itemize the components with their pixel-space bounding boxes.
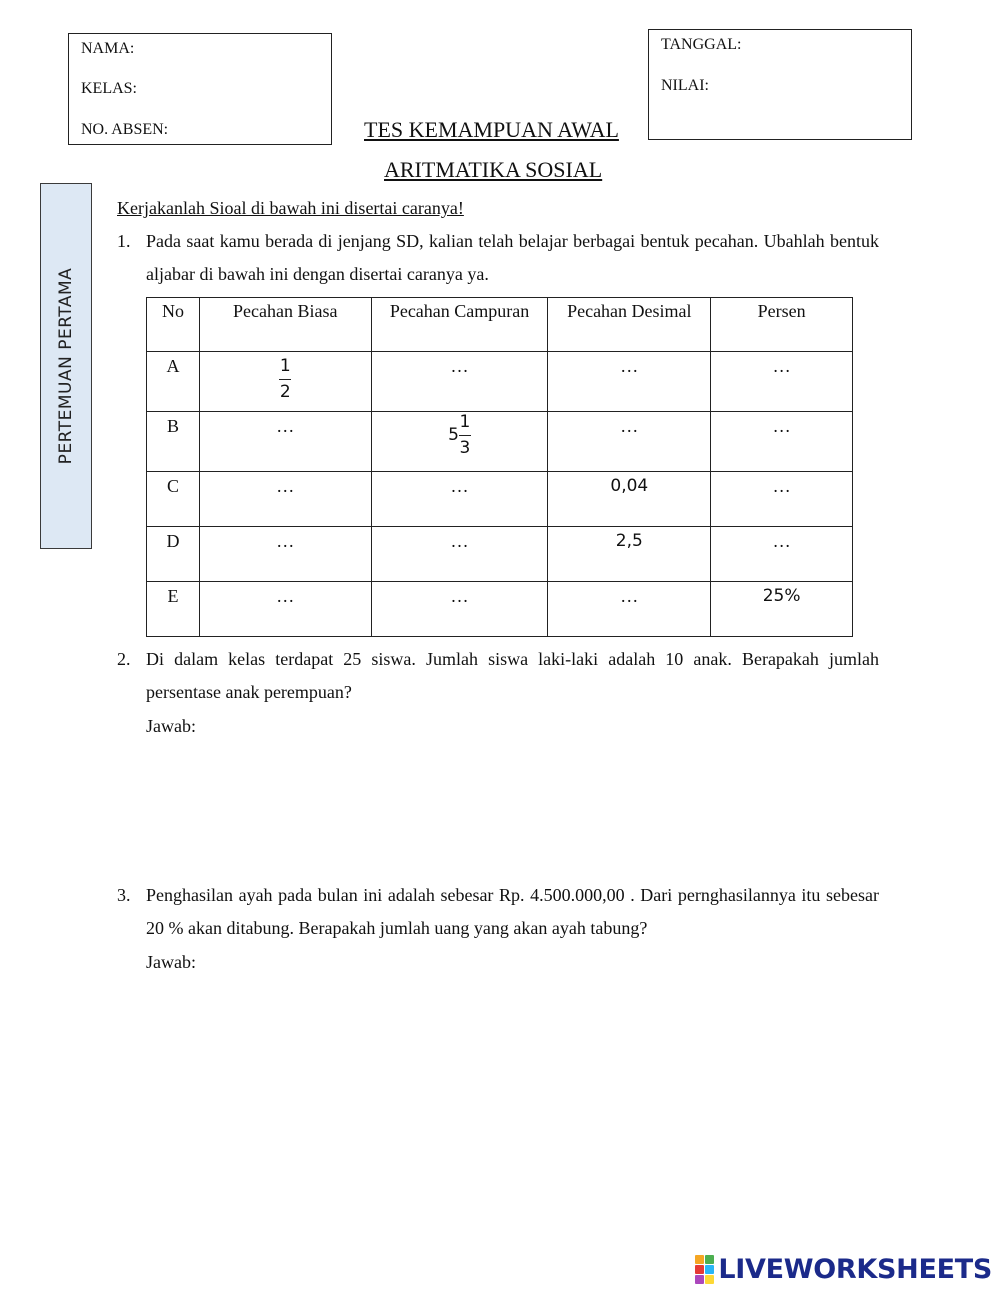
answer-cell[interactable]: … bbox=[548, 582, 711, 637]
given-value-cell: 2,5 bbox=[548, 527, 711, 582]
header-pecahan-desimal: Pecahan Desimal bbox=[548, 298, 711, 352]
table-row bbox=[147, 352, 853, 412]
table-row bbox=[147, 582, 853, 637]
answer-cell[interactable]: … bbox=[371, 352, 548, 412]
answer-cell[interactable]: … bbox=[371, 527, 548, 582]
answer-cell[interactable]: … bbox=[711, 352, 853, 412]
question-1-number: 1. bbox=[117, 231, 131, 251]
answer-cell[interactable]: … bbox=[199, 412, 371, 472]
answer-cell[interactable]: … bbox=[711, 527, 853, 582]
mixed-fraction-cell bbox=[371, 412, 548, 472]
question-3-number: 3. bbox=[117, 885, 131, 905]
answer-cell[interactable]: … bbox=[548, 412, 711, 472]
row-label: A bbox=[147, 352, 200, 412]
score-info-box bbox=[648, 29, 912, 140]
table-header-row bbox=[147, 298, 853, 352]
fraction-bar bbox=[279, 379, 291, 380]
fraction-numerator: 1 bbox=[279, 356, 291, 376]
answer-cell[interactable]: … bbox=[711, 412, 853, 472]
fraction-bar bbox=[459, 435, 471, 436]
fraction-denominator: 3 bbox=[459, 438, 471, 458]
fraction bbox=[279, 356, 291, 402]
instruction-text: Kerjakanlah Sioal di bawah ini disertai caranya! bbox=[117, 198, 464, 218]
answer-cell[interactable]: … bbox=[199, 472, 371, 527]
given-value-cell: 25% bbox=[711, 582, 853, 637]
header-pecahan-biasa: Pecahan Biasa bbox=[199, 298, 371, 352]
header-no: No bbox=[147, 298, 200, 352]
answer-cell[interactable]: … bbox=[199, 582, 371, 637]
page-title-line2: ARITMATIKA SOSIAL bbox=[384, 157, 603, 182]
table-row bbox=[147, 472, 853, 527]
fraction-table bbox=[146, 297, 853, 637]
given-value-cell: 0,04 bbox=[548, 472, 711, 527]
liveworksheets-logo-text: LIVEWORKSHEETS bbox=[718, 1254, 992, 1285]
fraction-numerator: 1 bbox=[459, 412, 471, 432]
mixed-whole: 5 bbox=[448, 425, 459, 445]
nilai-label[interactable]: NILAI: bbox=[661, 77, 709, 94]
header-persen: Persen bbox=[711, 298, 853, 352]
header-pecahan-campuran: Pecahan Campuran bbox=[371, 298, 548, 352]
question-3-text: Penghasilan ayah pada bulan ini adalah sebesar Rp. 4.500.000,00 . Dari pernghasilannya itu sebesar 20 % akan ditabung. Berapakah jumlah uang yang akan ayah tabung? bbox=[146, 885, 879, 938]
fraction bbox=[459, 412, 471, 458]
question-1-text: Pada saat kamu berada di jenjang SD, kalian telah belajar berbagai bentuk pecahan. Ubahlah bentuk aljabar di bawah ini dengan disertai caranya ya. bbox=[146, 231, 879, 284]
row-label: E bbox=[147, 582, 200, 637]
table-row bbox=[147, 527, 853, 582]
question-2-answer-label[interactable]: Jawab: bbox=[146, 716, 196, 736]
answer-cell[interactable]: … bbox=[711, 472, 853, 527]
row-label: D bbox=[147, 527, 200, 582]
nama-label[interactable]: NAMA: bbox=[81, 40, 135, 57]
fraction-denominator: 2 bbox=[279, 382, 291, 402]
side-tab bbox=[40, 183, 92, 549]
table-row bbox=[147, 412, 853, 472]
absen-label[interactable]: NO. ABSEN: bbox=[81, 121, 169, 138]
tanggal-label[interactable]: TANGGAL: bbox=[661, 36, 742, 53]
answer-cell[interactable]: … bbox=[199, 527, 371, 582]
side-tab-label: PERTEMUAN PERTAMA bbox=[56, 267, 76, 465]
liveworksheets-logo bbox=[695, 1254, 992, 1285]
row-label: B bbox=[147, 412, 200, 472]
liveworksheets-logo-icon bbox=[695, 1255, 714, 1284]
answer-cell[interactable]: … bbox=[371, 582, 548, 637]
mixed-fraction bbox=[448, 412, 471, 458]
question-2-number: 2. bbox=[117, 649, 131, 669]
answer-cell[interactable]: … bbox=[548, 352, 711, 412]
row-label: C bbox=[147, 472, 200, 527]
question-2-text: Di dalam kelas terdapat 25 siswa. Jumlah siswa laki-laki adalah 10 anak. Berapakah jumlah persentase anak perempuan? bbox=[146, 649, 879, 702]
page-title-line1: TES KEMAMPUAN AWAL bbox=[364, 117, 619, 142]
fraction-cell bbox=[199, 352, 371, 412]
student-info-box bbox=[68, 33, 332, 145]
question-3-answer-label[interactable]: Jawab: bbox=[146, 952, 196, 972]
answer-cell[interactable]: … bbox=[371, 472, 548, 527]
kelas-label[interactable]: KELAS: bbox=[81, 80, 137, 97]
